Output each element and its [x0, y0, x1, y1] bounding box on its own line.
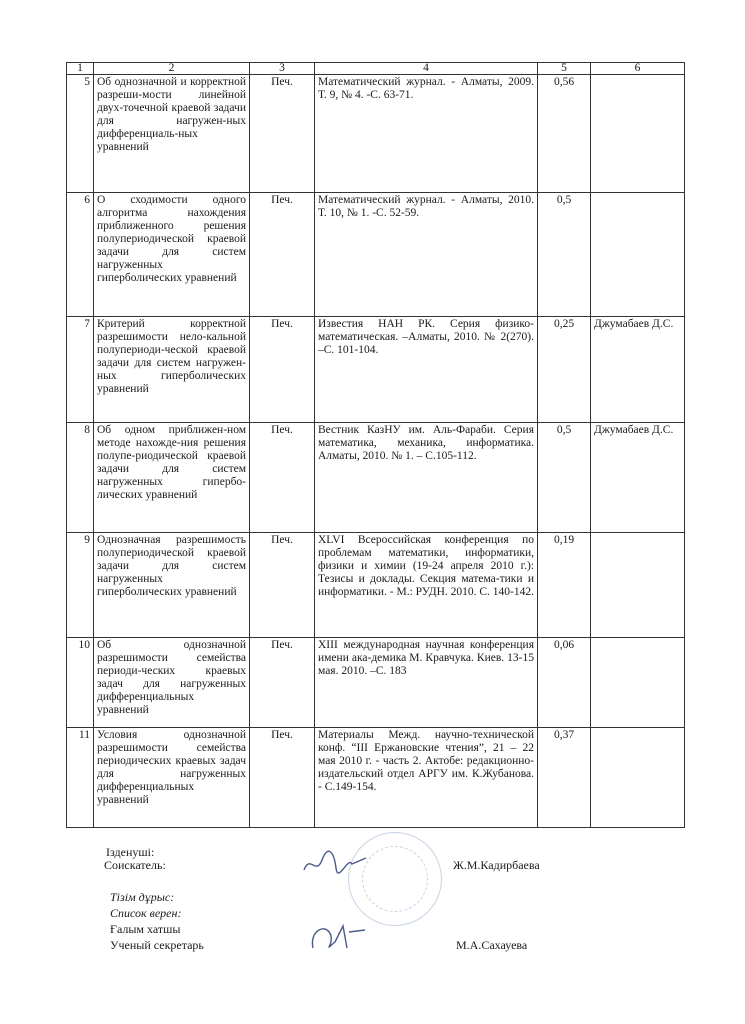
publication-form: Печ.: [250, 728, 315, 828]
publication-title: О сходимости одного алгоритма нахождения приближенного решения полупериодической краевой задачи для систем нагруженных гиперболических уравнений: [94, 193, 250, 317]
publication-volume: 0,06: [538, 638, 591, 728]
table-row: [67, 423, 685, 533]
secretary-label-ru: Ученый секретарь: [110, 938, 204, 952]
row-number: 5: [67, 75, 94, 193]
publications-table: [66, 62, 685, 828]
row-number: 7: [67, 317, 94, 423]
coauthors: [591, 638, 685, 728]
list-correct-label-kz: Тізім дұрыс:: [110, 890, 175, 904]
publication-source: XIII международная научная конференция имени ака-демика М. Кравчука. Киев. 13-15 мая. 2010. –С. 183: [315, 638, 538, 728]
publication-title: Об однозначной и корректной разреши-мости линейной двух-точечной краевой задачи для нагружен-ных дифференциаль-ных уравнений: [94, 75, 250, 193]
publication-source: XLVI Всероссийская конференция по проблемам математики, информатики, физики и химии (19-24 апреля 2010 г.): Тезисы и доклады. Секция матема-тики и информатики. - М.: РУДН. 2010. С. 140-142.: [315, 533, 538, 638]
publication-source: Математический журнал. - Алматы, 2010. Т. 10, № 1. -С. 52-59.: [315, 193, 538, 317]
applicant-signature: [300, 848, 370, 880]
publication-volume: 0,5: [538, 423, 591, 533]
table-row: [67, 75, 685, 193]
table-header-row: [67, 63, 685, 75]
official-seal-inner-ring: [362, 846, 428, 912]
applicant-name: Ж.М.Кадирбаева: [453, 858, 540, 872]
publication-form: Печ.: [250, 75, 315, 193]
header-cell: 3: [250, 63, 315, 75]
publication-volume: 0,19: [538, 533, 591, 638]
applicant-label-ru: Соискатель:: [104, 858, 166, 872]
table-row: [67, 638, 685, 728]
publication-form: Печ.: [250, 638, 315, 728]
coauthors: [591, 533, 685, 638]
publication-title: Условия однозначной разрешимости семейства периодических краевых задач для нагруженных дифференциальных уравнений: [94, 728, 250, 828]
header-cell: 5: [538, 63, 591, 75]
publication-volume: 0,5: [538, 193, 591, 317]
table-row: [67, 317, 685, 423]
row-number: 10: [67, 638, 94, 728]
header-cell: 1: [67, 63, 94, 75]
publication-title: Однозначная разрешимость полупериодической краевой задачи для систем нагруженных гиперболических уравнений: [94, 533, 250, 638]
table-row: [67, 193, 685, 317]
publication-title: Об однозначной разрешимости семейства периоди-ческих краевых задач для нагруженных дифференциальных уравнений: [94, 638, 250, 728]
publication-title: Критерий корректной разрешимости нело-кальной полупериоди-ческой краевой задачи для систем нагружен-ных гиперболических уравнений: [94, 317, 250, 423]
table-row: [67, 728, 685, 828]
publication-source: Вестник КазНУ им. Аль-Фараби. Серия математика, механика, информатика. Алматы, 2010. № 1. – С.105-112.: [315, 423, 538, 533]
publication-volume: 0,56: [538, 75, 591, 193]
publication-source: Материалы Межд. научно-технической конф. “III Ержановские чтения”, 21 – 22 мая 2010 г. - часть 2. Актобе: редакционно-издательский отдел АРГУ им. К.Жубанова. - С.149-154.: [315, 728, 538, 828]
row-number: 11: [67, 728, 94, 828]
coauthors: [591, 193, 685, 317]
row-number: 8: [67, 423, 94, 533]
header-cell: 6: [591, 63, 685, 75]
publication-source: Известия НАН РК. Серия физико-математическая. –Алматы, 2010. № 2(270). –С. 101-104.: [315, 317, 538, 423]
publication-form: Печ.: [250, 533, 315, 638]
coauthors: [591, 75, 685, 193]
header-cell: 4: [315, 63, 538, 75]
applicant-label-kz: Ізденуші:: [106, 845, 155, 859]
publication-form: Печ.: [250, 193, 315, 317]
publication-form: Печ.: [250, 423, 315, 533]
row-number: 9: [67, 533, 94, 638]
list-correct-label-ru: Список верен:: [110, 906, 182, 920]
coauthors: Джумабаев Д.С.: [591, 317, 685, 423]
secretary-signature: [305, 918, 370, 958]
publication-source: Математический журнал. - Алматы, 2009. Т. 9, № 4. -С. 63-71.: [315, 75, 538, 193]
publication-title: Об одном приближен-ном методе нахожде-ния решения полупе-риодической краевой задачи для систем нагруженных гипербо-лических уравнений: [94, 423, 250, 533]
secretary-label-kz: Ғалым хатшы: [110, 922, 181, 936]
secretary-name: М.А.Сахауева: [456, 938, 528, 952]
coauthors: [591, 728, 685, 828]
table-row: [67, 533, 685, 638]
header-cell: 2: [94, 63, 250, 75]
publication-volume: 0,37: [538, 728, 591, 828]
coauthors: Джумабаев Д.С.: [591, 423, 685, 533]
publication-volume: 0,25: [538, 317, 591, 423]
row-number: 6: [67, 193, 94, 317]
publication-form: Печ.: [250, 317, 315, 423]
